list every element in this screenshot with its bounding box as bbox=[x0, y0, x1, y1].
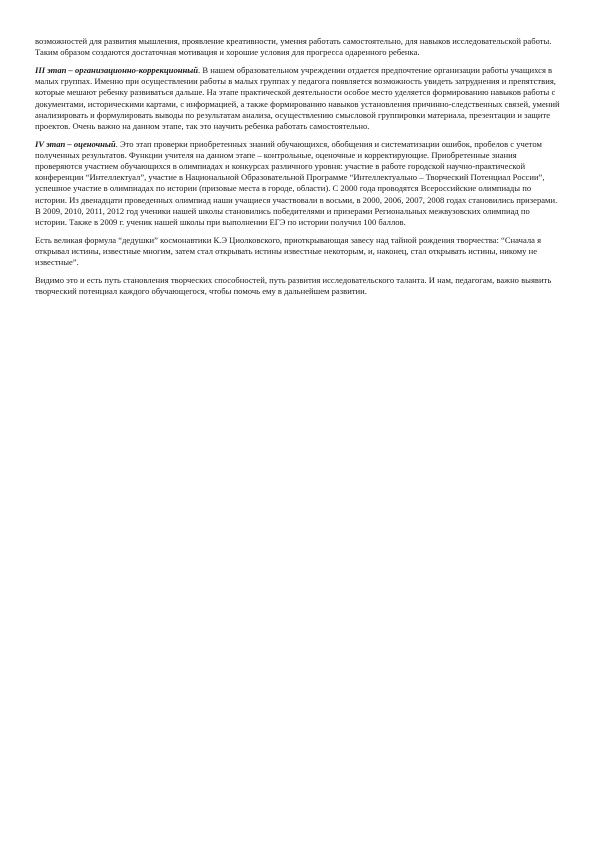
paragraph-quote bbox=[35, 235, 560, 269]
paragraph-1 bbox=[35, 36, 560, 58]
paragraph-lead: IV этап – оценочный bbox=[35, 138, 116, 149]
paragraph-lead: III этап – организационно-коррекционный bbox=[35, 64, 199, 75]
paragraph-stage-4 bbox=[35, 139, 560, 229]
paragraph-text: Есть великая формула “дедушки” космонавтики К.Э Циолковского, приоткрывающая завесу над тайной рождения творчества: “Сначала я открывал истины, известные многим, затем стал открывать истины известные некоторым, и, наконец, стал открывать истины, никому не известные”. bbox=[35, 234, 542, 268]
document-page bbox=[35, 36, 560, 304]
paragraph-text: . Это этап проверки приобретенных знаний обучающихся, обобщения и систематизации ошибок, пробелов с учетом полученных результатов. Функции учителя на данном этапе – контрольные, оценочные и корректирующие. Приобретенные знания проверяются участием обучающихся в олимпиадах и конкурсах различного уровня: участие в работе городской научно-практической конференции “Интеллектуал”, участие в Национальной Образовательной Программе “Интеллектуально – Творческий Потенциал России”, успешное участие в олимпиадах по истории (призовые места в городе, области). С 2000 года проводятся Всероссийские олимпиады по истории. Из двенадцати проведенных олимпиад наши учащиеся участвовали в восьми, в 2000, 2006, 2007, 2008 годах становились призерами. В 2009, 2010, 2011, 2012 год ученики нашей школы становились победителями и призерами Региональных межвузовских олимпиад по истории. Также в 2009 г. ученик нашей школы при выполнении ЕГЭ по истории получил 100 баллов. bbox=[35, 138, 558, 228]
paragraph-text: возможностей для развития мышления, проявление креативности, умения работать самостоятельно, для навыков исследовательской работы. Таким образом создаются достаточная мотивация и хорошие условия для прогресса одаренного ребенка. bbox=[35, 36, 552, 58]
paragraph-conclusion bbox=[35, 275, 560, 297]
paragraph-text: Видимо это и есть путь становления творческих способностей, путь развития исследовательского таланта. И нам, педагогам, важно выявить творческий потенциал каждого обучающегося, чтобы помочь ему в дальнейшем развитии. bbox=[35, 274, 552, 297]
paragraph-text: . В нашем образовательном учреждении отдается предпочтение организации работы учащихся в малых группах. Именно при осуществлении работы в малых группах у педагога появляется возможность увидеть затруднения и препятствия, которые мешают ребенку развиваться дальше. На этапе практической деятельности особое место уделяется формированию навыков работы с документами, историческими картами, с информацией, а также формированию навыков установления причинно-следственных связей, умений анализировать и формулировать выводы по результатам анализа, осуществлению смысловой группировки материала, презентации и защите проектов. Очень важно на данном этапе, так это научить ребенка работать самостоятельно. bbox=[35, 64, 560, 131]
paragraph-stage-3 bbox=[35, 65, 560, 132]
